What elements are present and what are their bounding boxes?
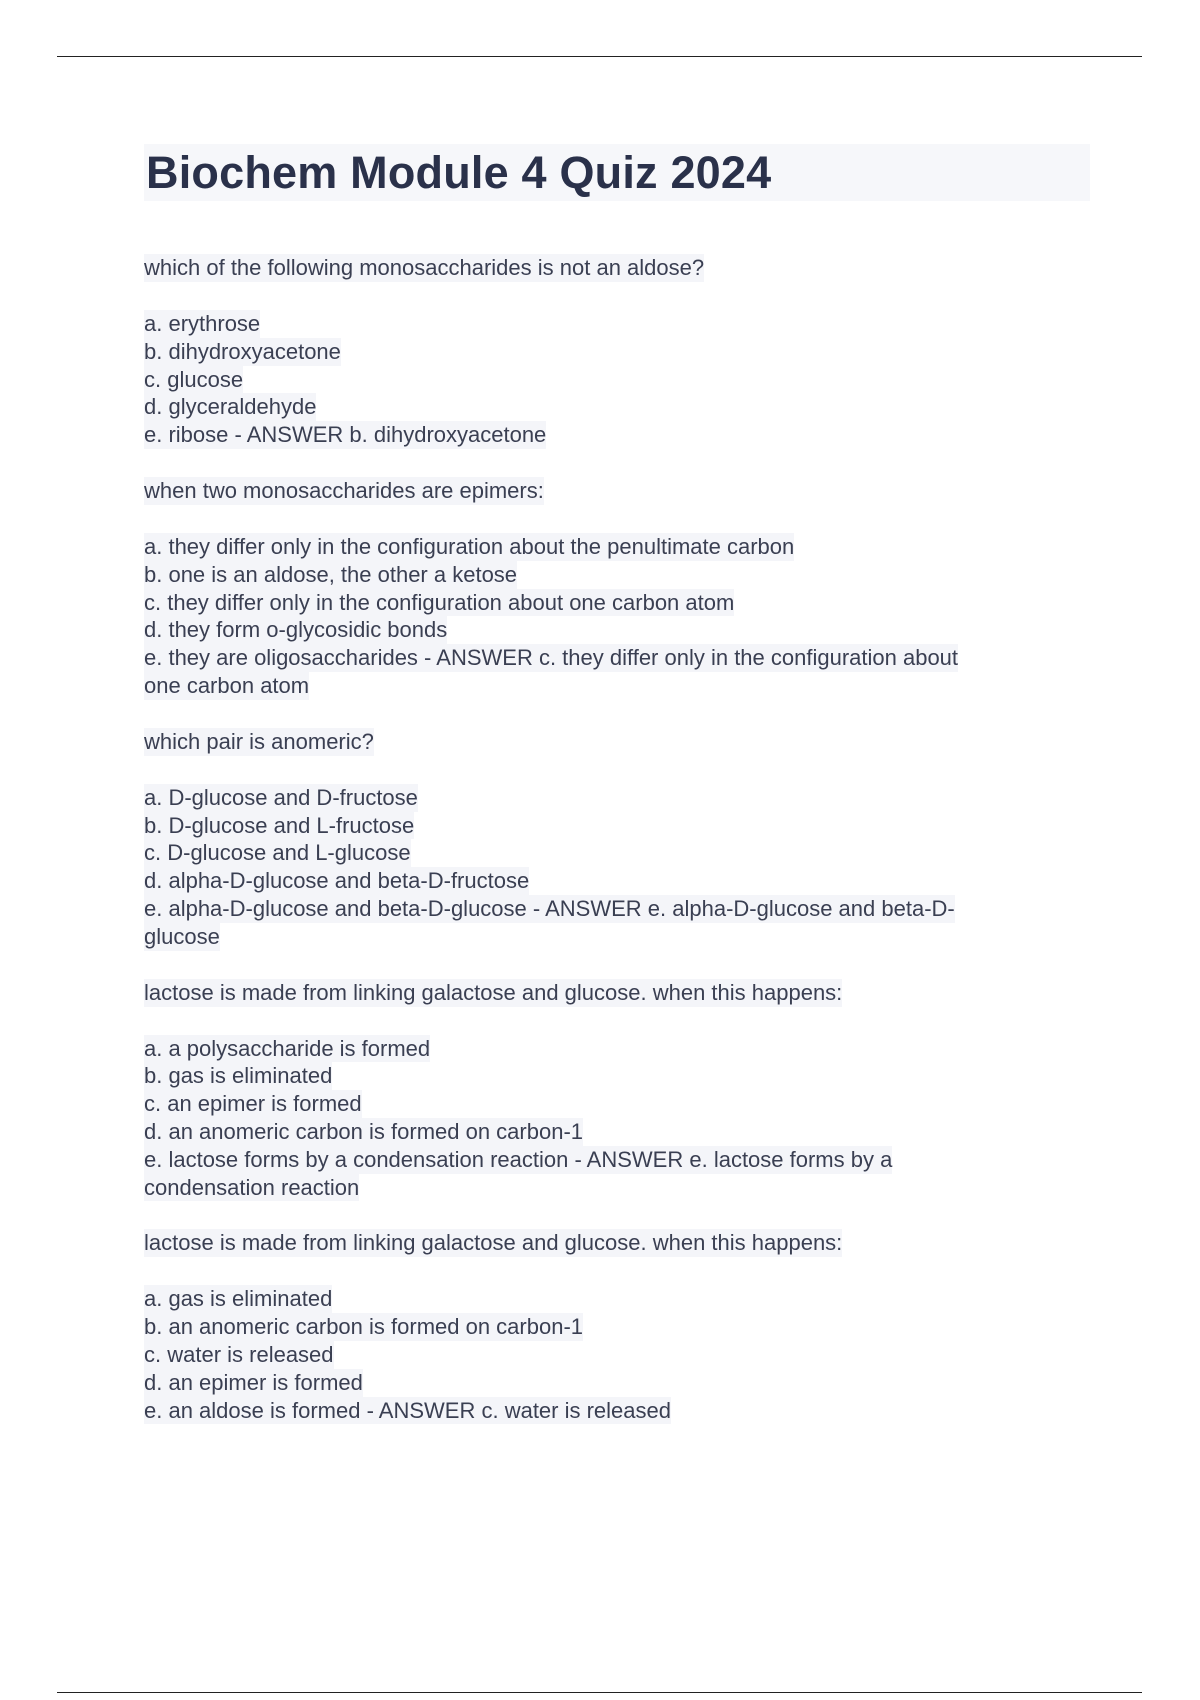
option-line: a. they differ only in the configuration about the penultimate carbon: [144, 533, 795, 559]
option-line: e. an aldose is formed - ANSWER c. water is released: [144, 1397, 671, 1423]
option-line: a. gas is eliminated: [144, 1286, 333, 1312]
option-line: b. D-glucose and L-fructose: [144, 812, 415, 838]
option-line: c. water is released: [144, 1341, 334, 1367]
bottom-rule: [57, 1692, 1142, 1693]
question-list: [144, 254, 1090, 1424]
question-block: [144, 979, 1090, 1202]
option-line: c. glucose: [144, 366, 244, 392]
option-line: b. gas is eliminated: [144, 1063, 333, 1089]
option-line: one carbon atom: [144, 672, 310, 698]
option-line: e. alpha-D-glucose and beta-D-glucose - ANSWER e. alpha-D-glucose and beta-D-: [144, 895, 955, 921]
answer-options: [144, 1035, 1090, 1202]
answer-options: [144, 1285, 1090, 1424]
question-prompt: lactose is made from linking galactose and glucose. when this happens:: [144, 979, 843, 1005]
page-title: Biochem Module 4 Quiz 2024: [146, 146, 772, 198]
question-block: [144, 1229, 1090, 1424]
question-block: [144, 254, 1090, 449]
answer-options: [144, 784, 1090, 951]
option-line: c. they differ only in the configuration about one carbon atom: [144, 589, 735, 615]
option-line: a. erythrose: [144, 311, 261, 336]
question-prompt: which of the following monosaccharides is not an aldose?: [144, 255, 705, 280]
question-block: [144, 477, 1090, 700]
answer-options: [144, 310, 1090, 449]
option-line: d. glyceraldehyde: [144, 394, 317, 420]
top-rule: [57, 56, 1142, 57]
option-line: b. one is an aldose, the other a ketose: [144, 561, 518, 587]
option-line: d. an anomeric carbon is formed on carbon-1: [144, 1118, 584, 1144]
title-block: [144, 144, 1090, 201]
question-block: [144, 728, 1090, 951]
question-prompt: which pair is anomeric?: [144, 728, 374, 754]
answer-options: [144, 533, 1090, 700]
option-line: d. an epimer is formed: [144, 1369, 363, 1395]
question-prompt: when two monosaccharides are epimers:: [144, 477, 544, 503]
option-line: a. D-glucose and D-fructose: [144, 784, 418, 810]
option-line: a. a polysaccharide is formed: [144, 1035, 431, 1061]
document-body: [144, 144, 1090, 1452]
option-line: e. they are oligosaccharides - ANSWER c. they differ only in the configuration about: [144, 645, 959, 671]
option-line: d. they form o-glycosidic bonds: [144, 617, 448, 643]
option-line: condensation reaction: [144, 1174, 360, 1200]
option-line: b. dihydroxyacetone: [144, 338, 341, 364]
option-line: c. D-glucose and L-glucose: [144, 840, 411, 866]
option-line: e. lactose forms by a condensation reaction - ANSWER e. lactose forms by a: [144, 1146, 893, 1172]
question-prompt: lactose is made from linking galactose and glucose. when this happens:: [144, 1230, 843, 1256]
option-line: c. an epimer is formed: [144, 1091, 362, 1117]
option-line: glucose: [144, 923, 220, 949]
option-line: d. alpha-D-glucose and beta-D-fructose: [144, 868, 530, 894]
option-line: b. an anomeric carbon is formed on carbon-1: [144, 1314, 584, 1340]
option-line: e. ribose - ANSWER b. dihydroxyacetone: [144, 422, 547, 448]
